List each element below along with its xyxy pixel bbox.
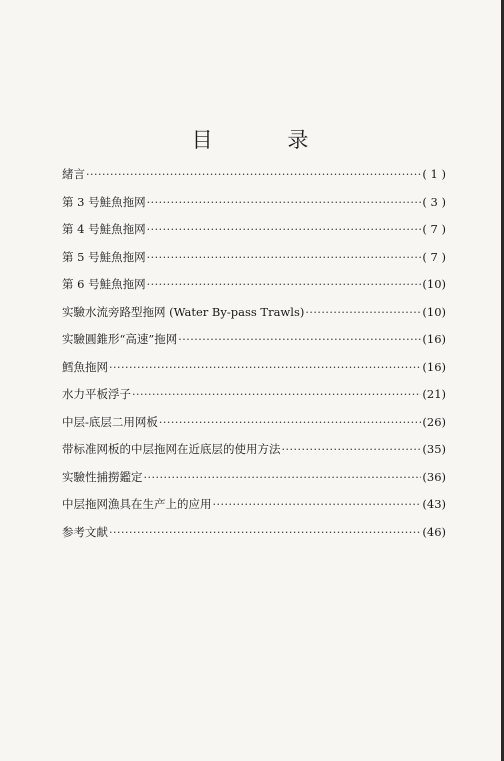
toc-entry-label: 第 4 号鮭魚拖网 — [62, 222, 146, 236]
toc-entry-label: 参考文献 — [62, 524, 108, 539]
toc-leader — [147, 196, 422, 209]
toc-entry-label: 实驗性捕撈鑑定 — [62, 469, 143, 484]
toc-entry[interactable] — [62, 359, 446, 387]
toc-leader — [282, 443, 422, 456]
toc-entry-page: (10) — [422, 304, 446, 319]
toc-entry-label: 第 5 号鮭魚拖网 — [62, 249, 146, 264]
toc-entry-page: (16) — [422, 332, 446, 346]
toc-entry-label: 实驗水流旁路型拖网 (Water By-pass Trawls) — [62, 304, 305, 319]
toc-entry-page: (46) — [422, 524, 446, 539]
toc-entry[interactable] — [62, 386, 446, 414]
page-title: 目 录 — [191, 128, 343, 152]
toc-leader — [86, 168, 421, 181]
toc-leader — [109, 361, 421, 374]
toc-leader — [132, 388, 421, 401]
toc-leader — [144, 471, 422, 484]
toc-entry-page: ( 7 ) — [422, 249, 446, 264]
toc-entry[interactable] — [62, 304, 446, 332]
toc-entry-label: 鱈魚拖网 — [62, 359, 108, 374]
toc-entry[interactable] — [62, 194, 446, 222]
toc-entry[interactable] — [62, 249, 446, 277]
toc-entry-page: ( 7 ) — [422, 222, 446, 236]
toc-leader — [213, 498, 422, 511]
toc-entry-page: (26) — [422, 414, 446, 429]
toc-entry[interactable] — [62, 276, 446, 304]
toc-entry-page: (36) — [422, 469, 446, 484]
table-of-contents — [62, 166, 446, 551]
toc-leader — [305, 306, 421, 319]
toc-leader — [159, 416, 422, 429]
toc-entry-label: 中层-底层二用网板 — [62, 414, 158, 429]
toc-leader — [178, 333, 421, 346]
toc-entry-label: 第 3 号鮭魚拖网 — [62, 194, 146, 209]
toc-entry[interactable] — [62, 496, 446, 524]
toc-leader — [109, 526, 421, 539]
toc-entry[interactable] — [62, 331, 446, 359]
toc-entry-page: (43) — [422, 497, 446, 511]
toc-entry-label: 緒言 — [62, 167, 85, 181]
toc-entry-label: 水力平板浮子 — [62, 387, 131, 401]
toc-entry-label: 中层拖网漁具在生产上的应用 — [62, 497, 212, 511]
toc-entry[interactable] — [62, 524, 446, 552]
toc-entry-page: (10) — [422, 277, 446, 291]
toc-entry[interactable] — [62, 441, 446, 469]
toc-entry-label: 带标准网板的中层拖网在近底层的使用方法 — [62, 442, 281, 456]
toc-entry[interactable] — [62, 469, 446, 497]
toc-entry-page: ( 3 ) — [422, 194, 446, 209]
toc-entry-page: ( 1 ) — [422, 167, 446, 181]
toc-leader — [147, 278, 422, 291]
toc-entry-page: (16) — [422, 359, 446, 374]
toc-entry[interactable] — [62, 166, 446, 194]
toc-entry-page: (21) — [422, 387, 446, 401]
toc-entry-page: (35) — [422, 442, 446, 456]
toc-leader — [147, 251, 422, 264]
toc-entry-label: 第 6 号鮭魚拖网 — [62, 277, 146, 291]
toc-entry[interactable] — [62, 414, 446, 442]
toc-entry[interactable] — [62, 221, 446, 249]
toc-entry-label: 实驗圓錐形“高速”拖网 — [62, 332, 178, 346]
toc-leader — [147, 223, 422, 236]
